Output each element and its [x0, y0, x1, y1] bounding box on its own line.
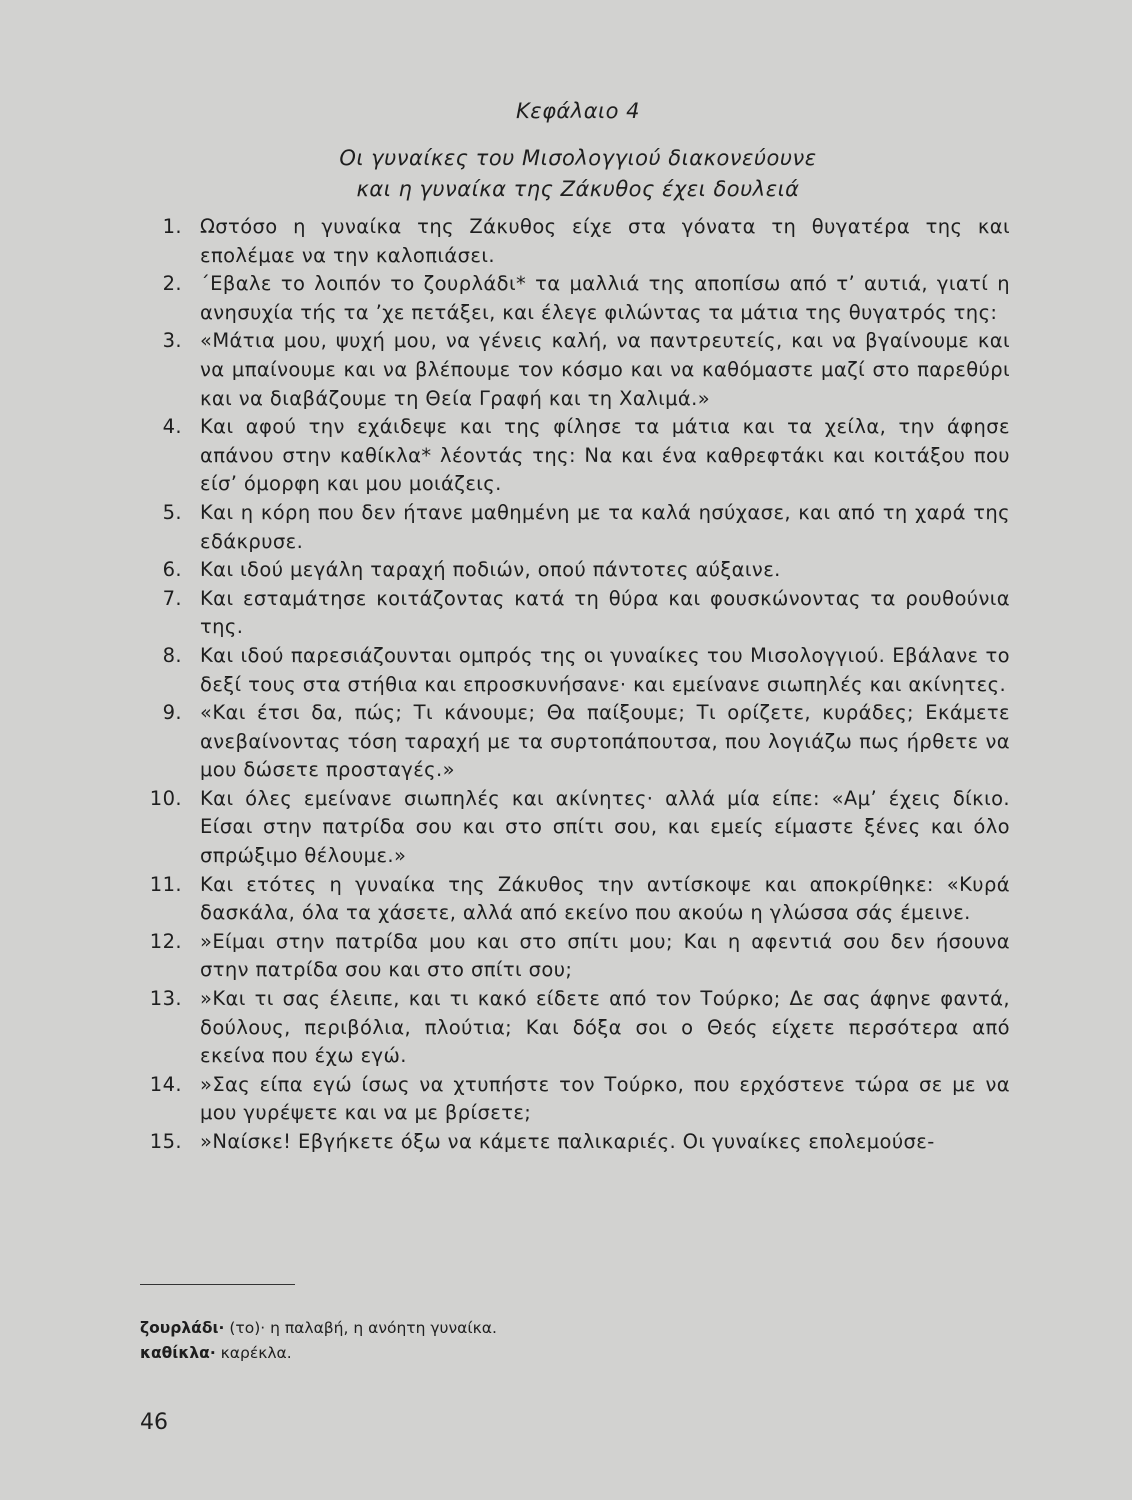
- verse-item: [140, 213, 1010, 270]
- verse-number: 10.: [149, 786, 182, 810]
- verse-text: «Μάτια μου, ψυχή μου, να γένεις καλή, να παντρευτείς, και να βγαίνουμε και να μπαίνουμε και να βλέπουμε τον κόσμο και να καθόμαστε μαζί στο παρεθύρι και να διαβάζουμε τη Θεία Γραφή και τη Χαλιμά.»: [200, 329, 1010, 410]
- footnote-definition: (το)· η παλαβή, η ανόητη γυναίκα.: [224, 1319, 497, 1337]
- verse-number: 14.: [149, 1072, 182, 1096]
- verse-text: Και όλες εμείνανε σιωπηλές και ακίνητες· αλλά μία είπε: «Αμ’ έχεις δίκιο. Είσαι στην πατρίδα σου και στο σπίτι σου, και εμείς είμαστε ξένες και όλο σπρώξιμο θέλουμε.»: [200, 786, 1010, 868]
- verse-item: [140, 1128, 1010, 1157]
- verse-item: [140, 499, 1010, 556]
- footnote: [140, 1316, 497, 1341]
- chapter-title-line-1: Οι γυναίκες του Μισολογγιού διακονεύουνε: [339, 146, 817, 170]
- verse-number: 13.: [149, 987, 182, 1011]
- verse-text: »Και τι σας έλειπε, και τι κακό είδετε από τον Τούρκο; Δε σας άφηνε φαντά, δούλους, περιβόλια, πλούτια; Και δόξα σοι ο Θεός είχετε περσότερα από εκείνα που έχω εγώ.: [200, 987, 1010, 1068]
- verse-text: «Και έτσι δα, πώς; Τι κάνουμε; Θα παίξουμε; Τι ορίζετε, κυράδες; Εκάμετε ανεβαίνοντας τόση ταραχή με τα συρτοπάπουτσα, που λογιάζω πως ήρθετε να μου δώσετε προσταγές.»: [200, 701, 1010, 782]
- footnote-term: καθίκλα·: [140, 1344, 216, 1362]
- verse-item: [140, 413, 1010, 499]
- footnote: [140, 1341, 497, 1366]
- verse-number: 11.: [149, 872, 182, 896]
- verse-text: »Σας είπα εγώ ίσως να χτυπήστε τον Τούρκο, που ερχόστενε τώρα σε με να μου γυρέψετε και να με βρίσετε;: [200, 1072, 1010, 1125]
- verse-number: 2.: [162, 272, 182, 296]
- verse-number: 9.: [162, 701, 182, 725]
- verse-item: [140, 928, 1010, 985]
- verse-number: 1.: [162, 215, 182, 238]
- verse-item: [140, 270, 1010, 327]
- verse-number: 7.: [162, 586, 182, 610]
- verse-item: [140, 871, 1010, 928]
- verse-item: [140, 785, 1010, 871]
- verse-text: »Ναίσκε! Εβγήκετε όξω να κάμετε παλικαριές. Οι γυναίκες επολεμούσε-: [200, 1130, 935, 1153]
- verse-number: 6.: [162, 558, 182, 582]
- footnotes: [140, 1316, 497, 1366]
- chapter-title: [12, 143, 1132, 205]
- verse-item: [140, 556, 1010, 585]
- footnote-term: ζουρλάδι·: [140, 1319, 225, 1337]
- verse-number: 15.: [149, 1130, 182, 1153]
- verse-number: 5.: [162, 500, 182, 524]
- verse-number: 8.: [162, 643, 182, 667]
- verse-text: Ωστόσο η γυναίκα της Ζάκυθος είχε στα γόνατα τη θυγατέρα της και επολέμαε να την καλοπιάσει.: [200, 215, 1010, 267]
- verse-text: Και ιδού παρεσιάζουνται ομπρός της οι γυναίκες του Μισολογγιού. Εβάλανε το δεξί τους στα στήθια και επροσκυνήσανε· και εμείνανε σιωπηλές και ακίνητες.: [200, 643, 1010, 696]
- chapter-label: Κεφάλαιο 4: [515, 99, 641, 123]
- verse-text: ΄Εβαλε το λοιπόν το ζουρλάδι* τα μαλλιά της αποπίσω από τ’ αυτιά, γιατί η ανησυχία τής τα ’χε πετάξει, και έλεγε φιλώντας τα μάτια της θυγατρός της:: [200, 272, 1010, 324]
- verse-number: 12.: [149, 929, 182, 953]
- verse-text: Και η κόρη που δεν ήτανε μαθημένη με τα καλά ησύχασε, και από τη χαρά της εδάκρυσε.: [200, 500, 1010, 553]
- verse-number: 3.: [162, 329, 182, 353]
- verse-number: 4.: [162, 415, 182, 439]
- verse-item: [140, 585, 1010, 642]
- verse-text: Και ετότες η γυναίκα της Ζάκυθος την αντίσκοψε και αποκρίθηκε: «Κυρά δασκάλα, όλα τα χάσετε, αλλά από εκείνο που ακούω η γλώσσα σάς έμεινε.: [200, 872, 1010, 925]
- verse-item: [140, 327, 1010, 413]
- verse-text: Και αφού την εχάιδεψε και της φίλησε τα μάτια και τα χείλα, την άφησε απάνου στην καθίκλα* λέοντάς της: Να και ένα καθρεφτάκι και κοιτάξου που είσ’ όμορφη και μου μοιάζεις.: [200, 415, 1010, 496]
- chapter-title-line-2: και η γυναίκα της Ζάκυθος έχει δουλειά: [356, 177, 800, 201]
- verse-text: Και εσταμάτησε κοιτάζοντας κατά τη θύρα και φουσκώνοντας τα ρουθούνια της.: [200, 586, 1010, 639]
- verse-text: »Είμαι στην πατρίδα μου και στο σπίτι μου; Και η αφεντιά σου δεν ήσουνα στην πατρίδα σου και στο σπίτι σου;: [200, 929, 1010, 982]
- footnote-divider: [140, 1284, 295, 1285]
- footnote-definition: καρέκλα.: [215, 1344, 292, 1362]
- page-number: 46: [140, 1410, 168, 1435]
- verse-item: [140, 642, 1010, 699]
- verse-list: [140, 213, 1010, 1157]
- verse-text: Και ιδού μεγάλη ταραχή ποδιών, οπού πάντοτες αύξαινε.: [200, 558, 781, 582]
- verse-item: [140, 1071, 1010, 1128]
- verse-item: [140, 699, 1010, 785]
- verse-item: [140, 985, 1010, 1071]
